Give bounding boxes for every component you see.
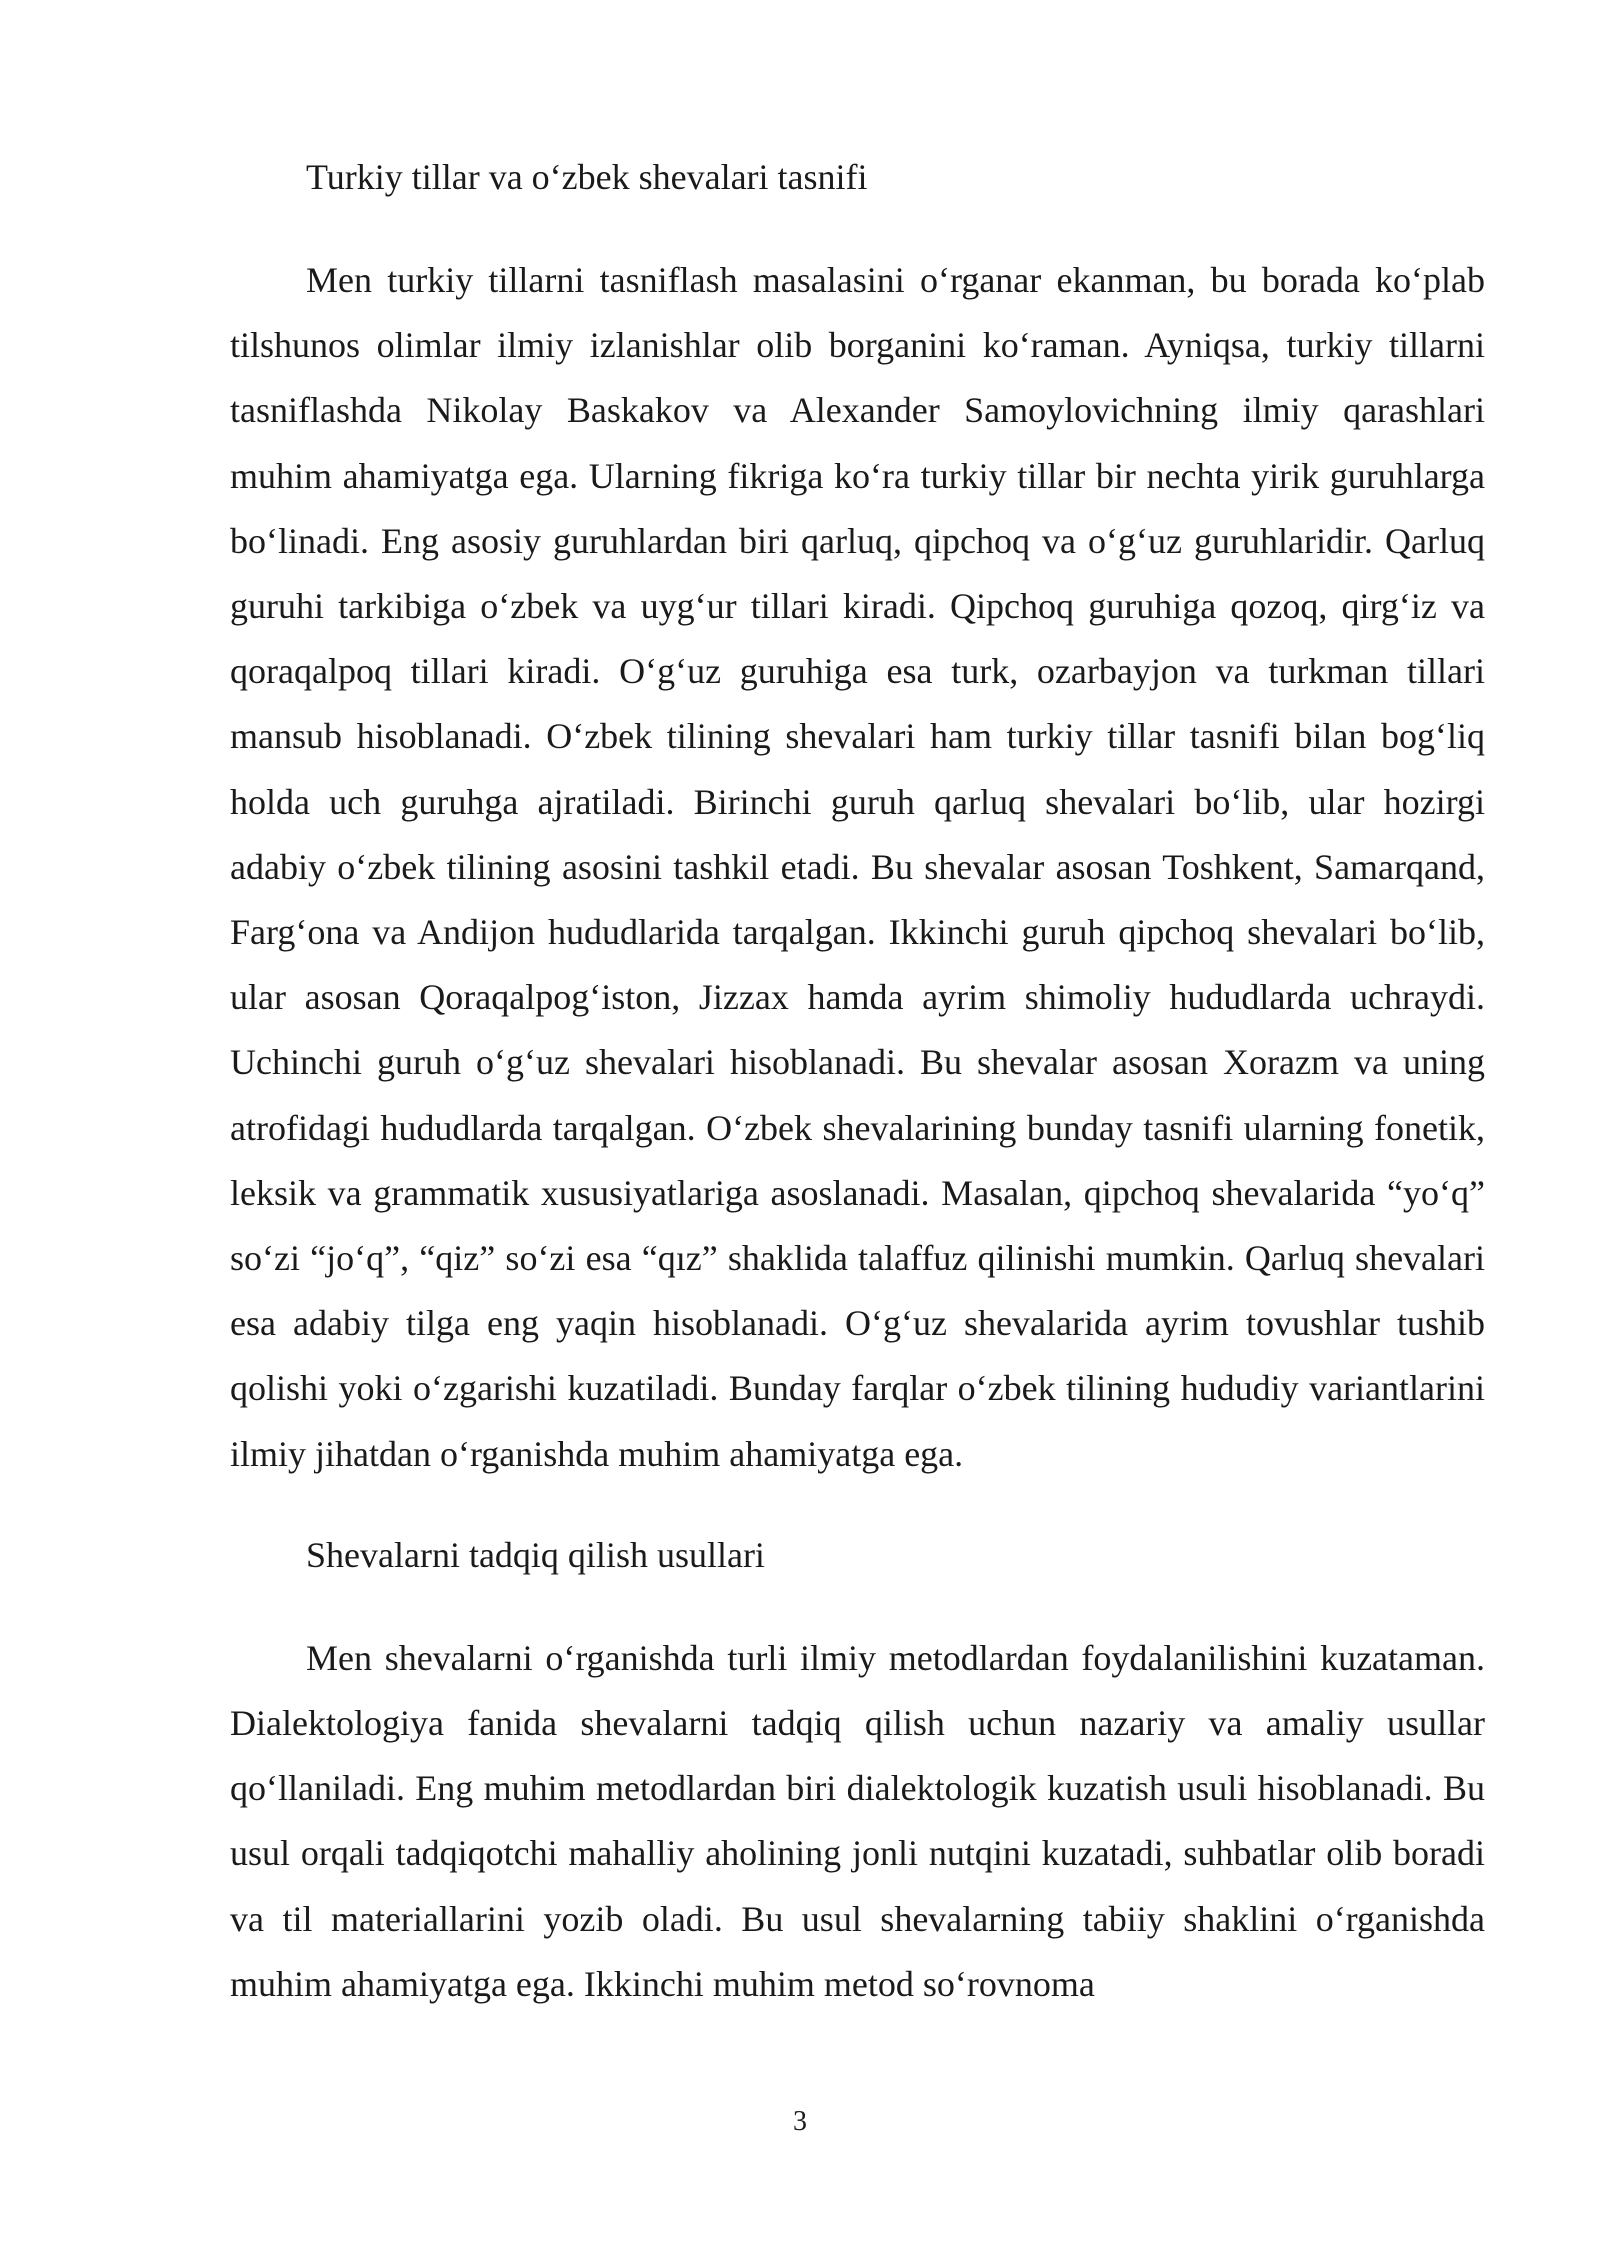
- section-heading-research-methods: Shevalarni tadqiq qilish usullari: [306, 1534, 765, 1575]
- section-heading-classification: Turkiy tillar va o‘zbek shevalari tasnifi: [306, 157, 868, 197]
- paragraph-classification: Men turkiy tillarni tasniflash masalasini o‘rganar ekanman, bu borada ko‘plab tilshunos olimlar ilmiy izlanishlar olib borganini ko‘raman. Ayniqsa, turkiy tillarni tasniflashda Nikolay Baskakov va Alexander Samoylovichning ilmiy qarashlari muhim ahamiyatga ega. Ularning fikriga ko‘ra turkiy tillar bir nechta yirik guruhlarga bo‘linadi. Eng asosiy guruhlardan biri qarluq, qipchoq va o‘g‘uz guruhlaridir. Qarluq guruhi tarkibiga o‘zbek va uyg‘ur tillari kiradi. Qipchoq guruhiga qozoq, qirg‘iz va qoraqalpoq tillari kiradi. O‘g‘uz guruhiga esa turk, ozarbayjon va turkman tillari mansub hisoblanadi. O‘zbek tilining shevalari ham turkiy tillar tasnifi bilan bog‘liq holda uch guruhga ajratiladi. Birinchi guruh qarluq shevalari bo‘lib, ular hozirgi adabiy o‘zbek tilining asosini tashkil etadi. Bu shevalar asosan Toshkent, Samarqand, Farg‘ona va Andijon hududlarida tarqalgan. Ikkinchi guruh qipchoq shevalari bo‘lib, ular asosan Qoraqalpog‘iston, Jizzax hamda ayrim shimoliy hududlarda uchraydi. Uchinchi guruh o‘g‘uz shevalari hisoblanadi. Bu shevalar asosan Xorazm va uning atrofidagi hududlarda tarqalgan. O‘zbek shevalarining bunday tasnifi ularning fonetik, leksik va grammatik xususiyatlariga asoslanadi. Masalan, qipchoq shevalarida “yo‘q” so‘zi “jo‘q”, “qiz” so‘zi esa “qız” shaklida talaffuz qilinishi mumkin. Qarluq shevalari esa adabiy tilga eng yaqin hisoblanadi. O‘g‘uz shevalarida ayrim tovushlar tushib qolishi yoki o‘zgarishi kuzatiladi. Bunday farqlar o‘zbek tilining hududiy variantlarini ilmiy jihatdan o‘rganishda muhim ahamiyatga ega.: [230, 260, 1485, 1474]
- page-content: [230, 145, 1485, 2017]
- page-number: 3: [793, 2106, 807, 2137]
- paragraph-research-methods: Men shevalarni o‘rganishda turli ilmiy metodlardan foydalanilishini kuzataman. Dialektologiya fanida shevalarni tadqiq qilish uchun nazariy va amaliy usullar qo‘llaniladi. Eng muhim metodlardan biri dialektologik kuzatish usuli hisoblanadi. Bu usul orqali tadqiqotchi mahalliy aholining jonli nutqini kuzatadi, suhbatlar olib boradi va til materiallarini yozib oladi. Bu usul shevalarning tabiiy shaklini o‘rganishda muhim ahamiyatga ega. Ikkinchi muhim metod so‘rovnoma: [230, 1637, 1485, 2004]
